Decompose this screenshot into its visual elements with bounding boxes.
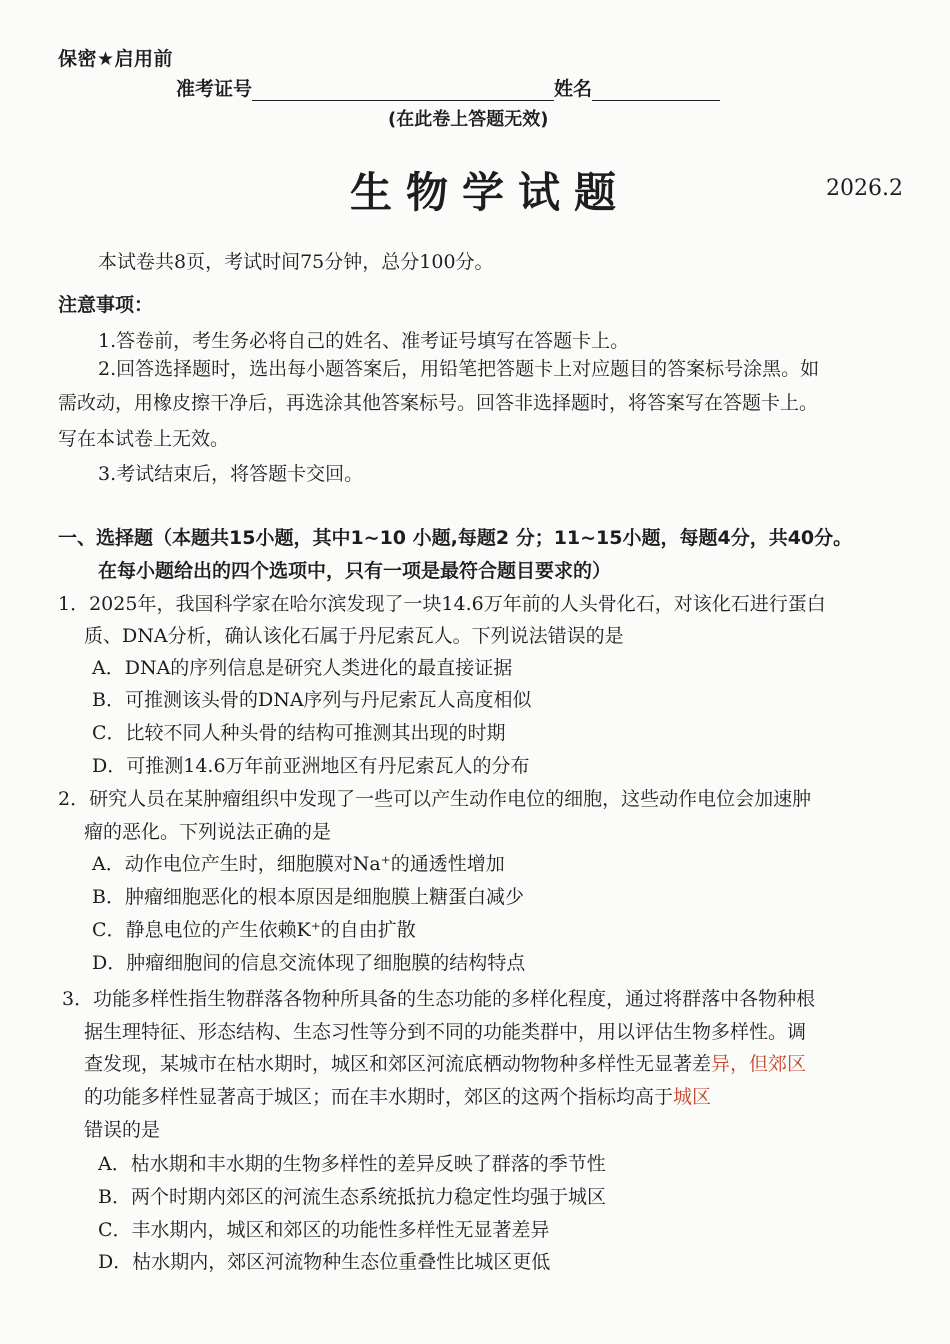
page-title: 生物学试题 [350,168,631,217]
name-label: 姓名 [554,78,593,100]
q2-option-d: D．肿瘤细胞间的信息交流体现了细胞膜的结构特点 [92,952,526,974]
note-item-2-line-3: 写在本试卷上无效。 [58,428,230,450]
q3-stem-line-4-text: 的功能多样性显著高于城区；而在丰水期时，郊区的这两个指标均高于 [84,1086,674,1108]
q1-option-b: B．可推测该头骨的DNA序列与丹尼索瓦人高度相似 [92,689,532,711]
q1-stem-line-2: 质、DNA分析，确认该化石属于丹尼索瓦人。下列说法错误的是 [84,625,624,647]
section-1-heading-line-2: 在每小题给出的四个选项中，只有一项是最符合题目要求的） [98,560,612,582]
q2-option-b: B．肿瘤细胞恶化的根本原因是细胞膜上糖蛋白减少 [92,886,524,908]
note-item-2-line-2: 需改动，用橡皮擦干净后，再选涂其他答案标号。回答非选择题时，将答案写在答题卡上。 [58,392,819,414]
id-label: 准考证号 [176,78,253,100]
note-item-2-line-1: 2.回答选择题时，选出每小题答案后，用铅笔把答题卡上对应题目的答案标号涂黑。如 [98,358,820,380]
notes-heading: 注意事项： [58,294,154,316]
confidential-label: 保密★启用前 [58,48,174,70]
q3-stem-line-3-faded: 异，但郊区 [711,1053,807,1075]
exam-date: 2026.2 [826,176,903,201]
q1-option-a: A．DNA的序列信息是研究人类进化的最直接证据 [92,657,513,679]
invalid-note: (在此卷上答题无效) [388,109,549,130]
section-1-heading-line-1: 一、选择题（本题共15小题，其中1~10 小题,每题2 分；11~15小题，每题4分，共40分。 [58,527,853,549]
q1-stem-line-1: 1．2025年，我国科学家在哈尔滨发现了一块14.6万年前的人头骨化石，对该化石进行蛋白 [58,593,826,615]
q3-option-a: A．枯水期和丰水期的生物多样性的差异反映了群落的季节性 [98,1153,606,1175]
q2-stem-line-2: 瘤的恶化。下列说法正确的是 [84,821,332,843]
q3-option-d: D．枯水期内，郊区河流物种生态位重叠性比城区更低 [98,1251,551,1273]
q3-stem-line-4-faded: 城区 [673,1086,712,1108]
q2-option-a: A．动作电位产生时，细胞膜对Na⁺的通透性增加 [92,853,505,875]
q3-stem-line-1: 3．功能多样性指生物群落各物种所具备的生态功能的多样化程度，通过将群落中各物种根 [62,988,816,1010]
q1-option-c: C．比较不同人种头骨的结构可推测其出现的时期 [92,722,506,744]
q3-stem-line-4 [84,1085,711,1109]
name-blank [592,80,720,101]
q2-stem-line-1: 2．研究人员在某肿瘤组织中发现了一些可以产生动作电位的细胞，这些动作电位会加速肿 [58,788,812,810]
candidate-info-line [176,74,720,101]
intro-text: 本试卷共8页，考试时间75分钟，总分100分。 [98,251,494,273]
note-item-1: 1.答卷前，考生务必将自己的姓名、准考证号填写在答题卡上。 [98,330,630,352]
q1-option-d: D．可推测14.6万年前亚洲地区有丹尼索瓦人的分布 [92,755,530,777]
q2-option-c: C．静息电位的产生依赖K⁺的自由扩散 [92,919,416,941]
q3-stem-line-5: 错误的是 [84,1119,161,1141]
note-item-3: 3.考试结束后，将答题卡交回。 [98,463,364,485]
q3-stem-line-2: 据生理特征、形态结构、生态习性等分到不同的功能类群中，用以评估生物多样性。调 [84,1021,807,1043]
q3-option-b: B．两个时期内郊区的河流生态系统抵抗力稳定性均强于城区 [98,1186,606,1208]
q3-stem-line-3-text: 查发现，某城市在枯水期时，城区和郊区河流底栖动物物种多样性无显著差 [84,1053,712,1075]
q3-stem-line-3 [84,1052,806,1076]
q3-option-c: C．丰水期内，城区和郊区的功能性多样性无显著差异 [98,1219,550,1241]
id-blank [252,80,554,101]
